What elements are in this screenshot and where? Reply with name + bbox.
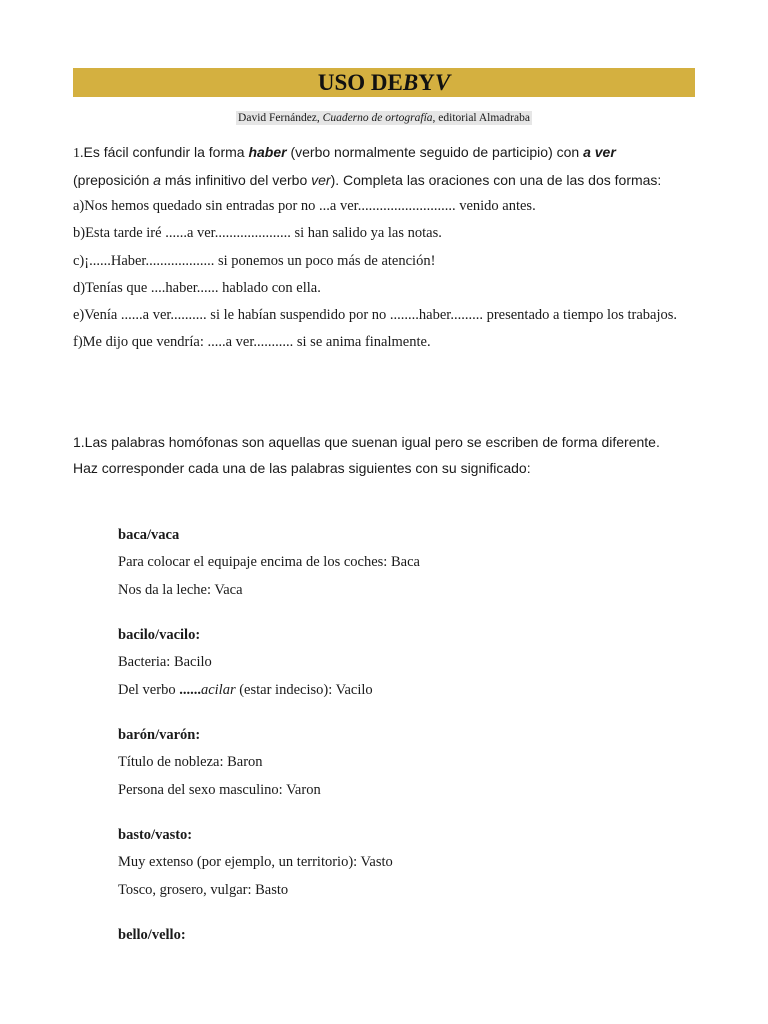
special-post: (estar indeciso): Vacilo [235, 681, 373, 698]
intro-text-c: (preposición [73, 172, 154, 188]
sentence-b: b)Esta tarde iré ......a ver..................... si han salido ya las notas. [73, 225, 442, 242]
intro-text-e: ). Completa las oraciones con una de las dos formas: [330, 172, 662, 188]
title-b: B [402, 69, 419, 95]
exercise2-line2: Haz corresponder cada una de las palabras siguientes con su significado: [73, 460, 531, 476]
pair-definition: Persona del sexo masculino: Varon [118, 781, 321, 798]
pair-heading: barón/varón: [118, 727, 201, 743]
intro-ver: ver [311, 172, 331, 188]
pair-definition: Nos da la leche: Vaca [118, 581, 243, 598]
exercise1-intro [73, 139, 695, 193]
exercise2-line1: 1.Las palabras homófonas son aquellas que suenan igual pero se escriben de forma diferente. [73, 434, 660, 450]
sentence-c: c)¡......Haber................... si ponemos un poco más de atención! [73, 252, 436, 269]
special-pre: Del verbo [118, 681, 180, 698]
intro-text-d: más infinitivo del verbo [160, 172, 312, 188]
credit-author: David Fernández, [238, 112, 323, 124]
intro-a: a [153, 172, 161, 188]
pair-definition: Tosco, grosero, vulgar: Basto [118, 881, 289, 898]
pair-group [118, 822, 678, 904]
title-v: V [434, 69, 451, 95]
special-italic: acilar [200, 681, 236, 698]
sentence-e: e)Venía ......a ver.......... si le habían suspendido por no ........haber......... presentado a tiempo los trabajos. [73, 307, 678, 324]
pair-heading: baca/vaca [118, 527, 180, 543]
intro-text-b: (verbo normalmente seguido de participio) con [286, 144, 584, 160]
pair-definition: Bacteria: Bacilo [118, 654, 212, 670]
pair-group [118, 622, 678, 704]
pair-group [118, 722, 678, 804]
credit-book: Cuaderno de ortografía [322, 112, 433, 124]
intro-aver: a ver [583, 144, 616, 160]
exercise2-intro [73, 429, 695, 481]
homophone-pairs [118, 522, 678, 967]
pair-heading: bacilo/vacilo: [118, 627, 201, 643]
sentence-f: f)Me dijo que vendría: .....a ver........... si se anima finalmente. [73, 334, 431, 351]
exercise1 [73, 139, 695, 357]
title-banner [73, 68, 695, 97]
pair-definition: Para colocar el equipaje encima de los coches: Baca [118, 554, 420, 570]
title-y: Y [418, 69, 435, 95]
intro-text-a: Es fácil confundir la forma [83, 144, 249, 160]
pair-heading: basto/vasto: [118, 827, 193, 843]
pair-definition: Título de nobleza: Baron [118, 754, 263, 770]
credit-rest: , editorial Almadraba [432, 112, 530, 124]
credit-line [73, 112, 695, 124]
sentence-d: d)Tenías que ....haber...... hablado con ella. [73, 279, 321, 296]
title-prefix: USO DE [317, 69, 403, 95]
intro-haber: haber [248, 144, 287, 160]
special-dots: ...... [179, 681, 201, 698]
pair-definition-special [118, 677, 678, 705]
pair-group [118, 922, 678, 949]
pair-definition: Muy extenso (por ejemplo, un territorio): Vasto [118, 854, 393, 870]
pair-heading: bello/vello: [118, 927, 186, 943]
pair-group [118, 522, 678, 604]
exercise1-number: 1. [73, 146, 84, 161]
sentence-a: a)Nos hemos quedado sin entradas por no ...a ver........................... venido antes. [73, 198, 536, 214]
